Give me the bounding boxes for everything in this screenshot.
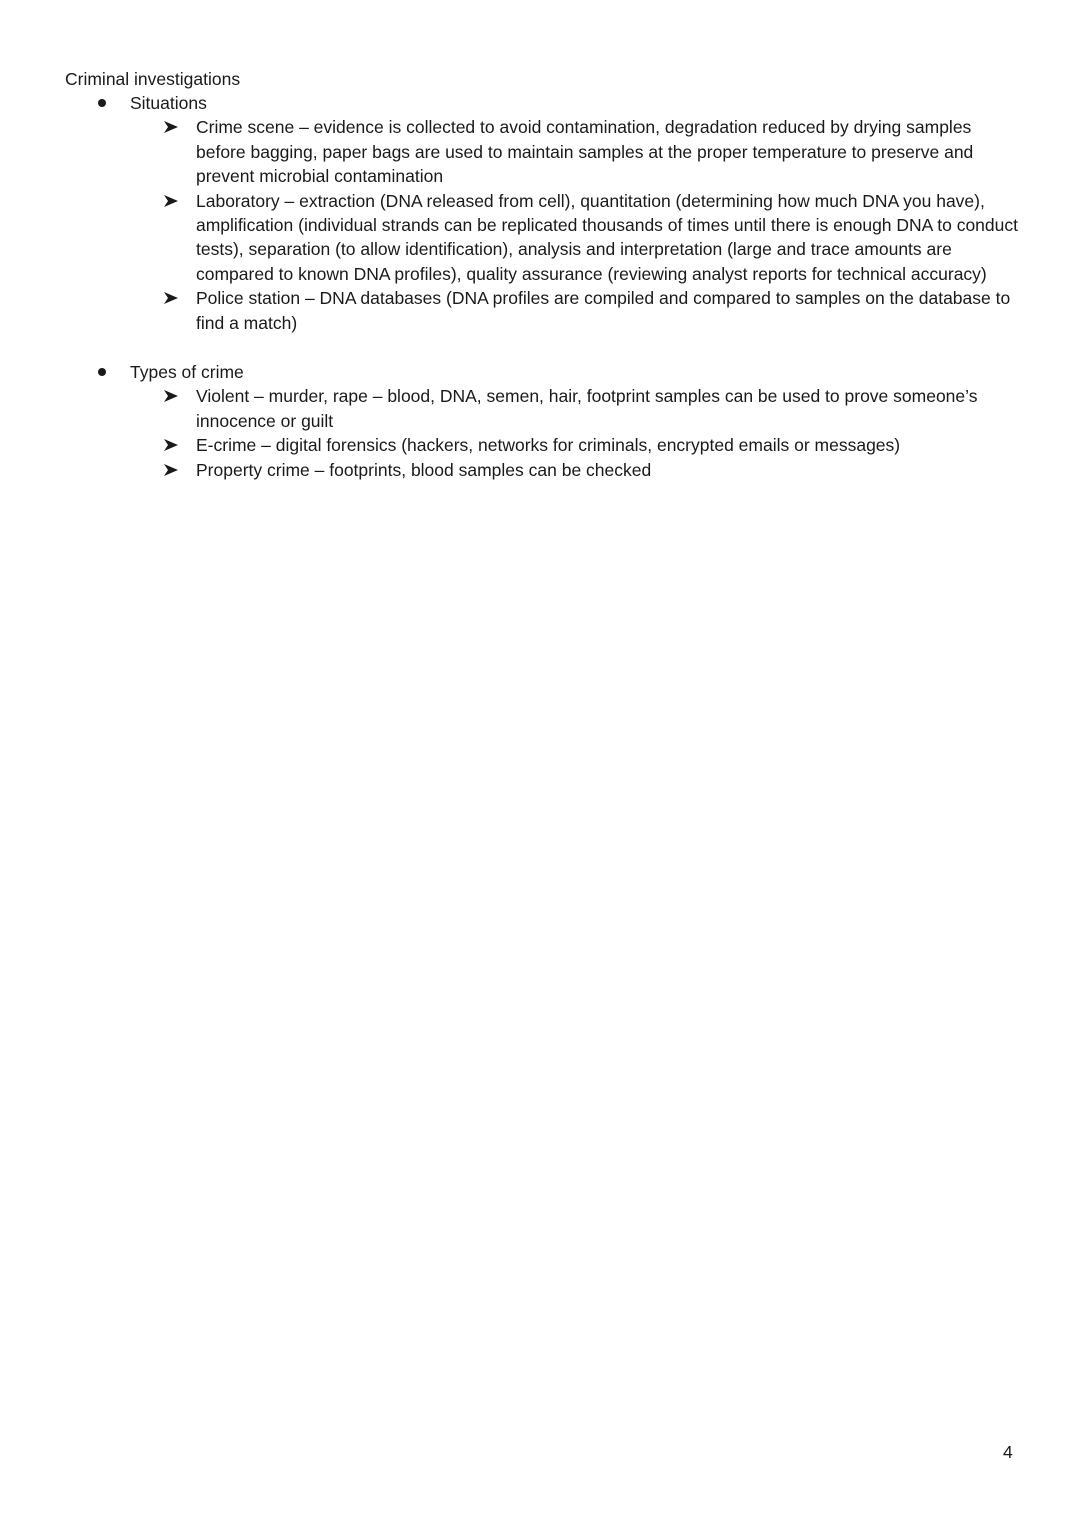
sub-bullet-text: Violent – murder, rape – blood, DNA, semen, hair, footprint samples can be used to prove someone’s innocence or guilt: [196, 386, 978, 431]
sub-bullet-text: Crime scene – evidence is collected to avoid contamination, degradation reduced by drying samples before bagging, paper bags are used to maintain samples at the proper temperature to preserve and prevent microbial contamination: [196, 117, 974, 187]
arrowhead-bullet-icon: [164, 433, 180, 457]
bullet-dot-icon: [98, 99, 106, 107]
page-heading: Criminal investigations: [65, 69, 241, 89]
sub-bullet-item: [0, 189, 1018, 287]
bullet-item: [0, 91, 1080, 115]
sub-bullet-item: [0, 384, 1018, 433]
bullet-label: Types of crime: [130, 362, 244, 382]
sub-bullet-item: [0, 433, 1018, 457]
bullet-dot-icon: [98, 368, 106, 376]
sub-bullet-item: [0, 286, 1018, 335]
sub-bullet-text: E-crime – digital forensics (hackers, networks for criminals, encrypted emails or messages): [196, 435, 901, 456]
sub-bullet-text: Laboratory – extraction (DNA released from cell), quantitation (determining how much DNA you have), amplification (individual strands can be replicated thousands of times until there is enough DNA to conduct tests), separation (to allow identification), analysis and interpretation (large and trace amounts are compared to known DNA profiles), quality assurance (reviewing analyst reports for technical accuracy): [196, 190, 1018, 284]
page-number: 4: [1003, 1442, 1013, 1462]
arrowhead-bullet-icon: [164, 115, 180, 139]
sub-bullet-text: Property crime – footprints, blood samples can be checked: [196, 459, 652, 480]
bullet-label: Situations: [130, 93, 207, 113]
sub-bullet-item: [0, 458, 1018, 482]
sub-bullet-item: [0, 115, 1018, 188]
bullet-section-situations: [0, 91, 1080, 335]
arrowhead-bullet-icon: [164, 286, 180, 310]
arrowhead-bullet-icon: [164, 189, 180, 213]
sub-bullet-text: Police station – DNA databases (DNA profiles are compiled and compared to samples on the database to find a match): [196, 288, 1011, 333]
bullet-section-types-of-crime: [0, 360, 1080, 482]
arrowhead-bullet-icon: [164, 384, 180, 408]
bullet-item: [0, 360, 1080, 384]
arrowhead-bullet-icon: [164, 458, 180, 482]
